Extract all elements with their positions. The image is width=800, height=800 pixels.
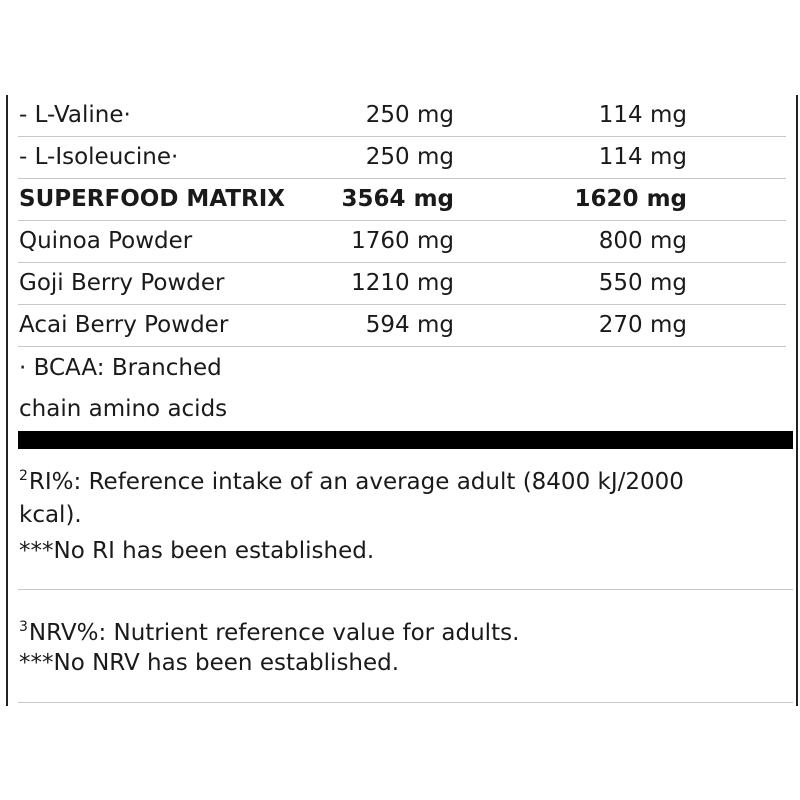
ri-footnote-line: ***No RI has been established.	[19, 538, 375, 564]
section-divider-bar	[18, 431, 793, 449]
nutrition-table-panel	[6, 95, 798, 706]
nrv-footnote-line	[19, 612, 519, 648]
table-row	[18, 305, 786, 347]
table-row	[18, 221, 786, 263]
footnote-superscript: 2	[19, 468, 28, 484]
table-row	[18, 95, 786, 137]
amount-per-100g: 270 mg	[598, 312, 687, 338]
ingredient-name: - L-Isoleucine·	[19, 144, 179, 170]
table-row	[18, 137, 786, 179]
divider	[18, 589, 793, 590]
table-row-section-header	[18, 179, 786, 221]
table-row	[18, 263, 786, 305]
amount-per-100g: 114 mg	[598, 102, 687, 128]
ri-footnote-text: RI%: Reference intake of an average adult (8400 kJ/2000	[28, 469, 684, 495]
amount-per-100g: 1620 mg	[574, 186, 687, 212]
amount-per-serving: 3564 mg	[341, 186, 454, 212]
ri-footnote-line	[19, 461, 684, 497]
ingredient-name: - L-Valine·	[19, 102, 131, 128]
amount-per-serving: 1760 mg	[351, 228, 454, 254]
amount-per-serving: 250 mg	[365, 144, 454, 170]
footnote-superscript: 3	[19, 619, 28, 635]
bcaa-note-line: · BCAA: Branched	[19, 355, 222, 381]
bcaa-note-line: chain amino acids	[19, 396, 228, 422]
amount-per-100g: 114 mg	[598, 144, 687, 170]
ingredient-name: Quinoa Powder	[19, 228, 193, 254]
ri-footnote-line: kcal).	[19, 502, 82, 528]
nrv-footnote-line: ***No NRV has been established.	[19, 650, 400, 676]
amount-per-100g: 550 mg	[598, 270, 687, 296]
divider	[18, 702, 793, 703]
amount-per-serving: 594 mg	[365, 312, 454, 338]
ingredient-name: Acai Berry Powder	[19, 312, 229, 338]
ingredient-name: SUPERFOOD MATRIX	[19, 186, 286, 212]
amount-per-serving: 1210 mg	[351, 270, 454, 296]
amount-per-serving: 250 mg	[365, 102, 454, 128]
amount-per-100g: 800 mg	[598, 228, 687, 254]
ingredient-name: Goji Berry Powder	[19, 270, 225, 296]
bcaa-note	[18, 347, 786, 431]
nrv-footnote-text: NRV%: Nutrient reference value for adults.	[28, 620, 520, 646]
